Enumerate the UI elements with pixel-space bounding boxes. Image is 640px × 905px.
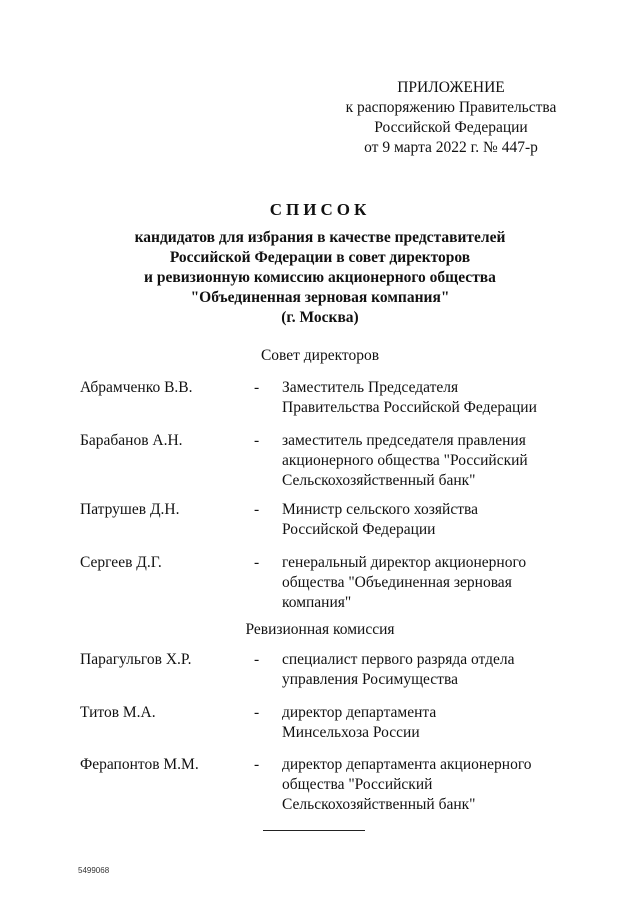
member-name: Титов М.А. <box>80 704 156 721</box>
member-name: Парагульгов Х.Р. <box>80 651 192 668</box>
position-line: Заместитель Председателя <box>282 379 459 396</box>
subtitle-line: и ревизионную комиссию акционерного общества <box>144 269 496 286</box>
position-line: компания" <box>282 594 352 611</box>
appendix-reference: к распоряжению Правительства <box>345 99 557 116</box>
subtitle-line: (г. Москва) <box>281 309 359 326</box>
position-line: управления Росимущества <box>282 671 458 688</box>
appendix-label: ПРИЛОЖЕНИЕ <box>397 79 505 96</box>
title-subtitle <box>40 228 600 328</box>
member-name: Абрамченко В.В. <box>80 379 193 396</box>
section-header-board: Совет директоров <box>260 347 380 364</box>
title-block <box>40 198 600 328</box>
appendix-date-number: от 9 марта 2022 г. № 447-р <box>364 139 538 156</box>
member-position <box>282 378 582 418</box>
dash-separator: - <box>254 704 260 721</box>
position-line: Российской Федерации <box>282 521 436 538</box>
position-line: акционерного общества "Российский <box>282 452 528 469</box>
member-position <box>282 500 582 540</box>
subtitle-line: "Объединенная зерновая компания" <box>190 289 450 306</box>
position-line: общества "Российский <box>282 776 433 793</box>
position-line: общества "Объединенная зерновая <box>282 574 512 591</box>
member-position <box>282 553 582 613</box>
end-divider <box>263 830 365 831</box>
member-position <box>282 431 582 491</box>
member-name: Ферапонтов М.М. <box>80 756 199 773</box>
dash-separator: - <box>254 651 260 668</box>
dash-separator: - <box>254 379 260 396</box>
dash-separator: - <box>254 756 260 773</box>
member-name: Барабанов А.Н. <box>80 432 183 449</box>
member-name: Патрушев Д.Н. <box>80 501 180 518</box>
member-position <box>282 703 582 743</box>
position-line: директор департамента <box>282 704 437 721</box>
position-line: заместитель председателя правления <box>282 432 526 449</box>
position-line: специалист первого разряда отдела <box>282 651 515 668</box>
page-title: СПИСОК <box>269 200 371 219</box>
appendix-block <box>330 78 572 158</box>
dash-separator: - <box>254 554 260 571</box>
appendix-authority: Российской Федерации <box>374 119 528 136</box>
member-position <box>282 650 582 690</box>
dash-separator: - <box>254 501 260 518</box>
position-line: Сельскохозяйственный банк" <box>282 796 476 813</box>
position-line: Минсельхоза России <box>282 724 420 741</box>
section-header-audit: Ревизионная комиссия <box>245 621 395 638</box>
position-line: Сельскохозяйственный банк" <box>282 472 476 489</box>
position-line: Правительства Российской Федерации <box>282 399 537 416</box>
document-code: 5499068 <box>78 866 110 875</box>
dash-separator: - <box>254 432 260 449</box>
position-line: генеральный директор акционерного <box>282 554 527 571</box>
member-name: Сергеев Д.Г. <box>80 554 162 571</box>
subtitle-line: Российской Федерации в совет директоров <box>169 249 471 266</box>
position-line: директор департамента акционерного <box>282 756 532 773</box>
position-line: Министр сельского хозяйства <box>282 501 478 518</box>
member-position <box>282 755 582 815</box>
subtitle-line: кандидатов для избрания в качестве представителей <box>134 229 506 246</box>
